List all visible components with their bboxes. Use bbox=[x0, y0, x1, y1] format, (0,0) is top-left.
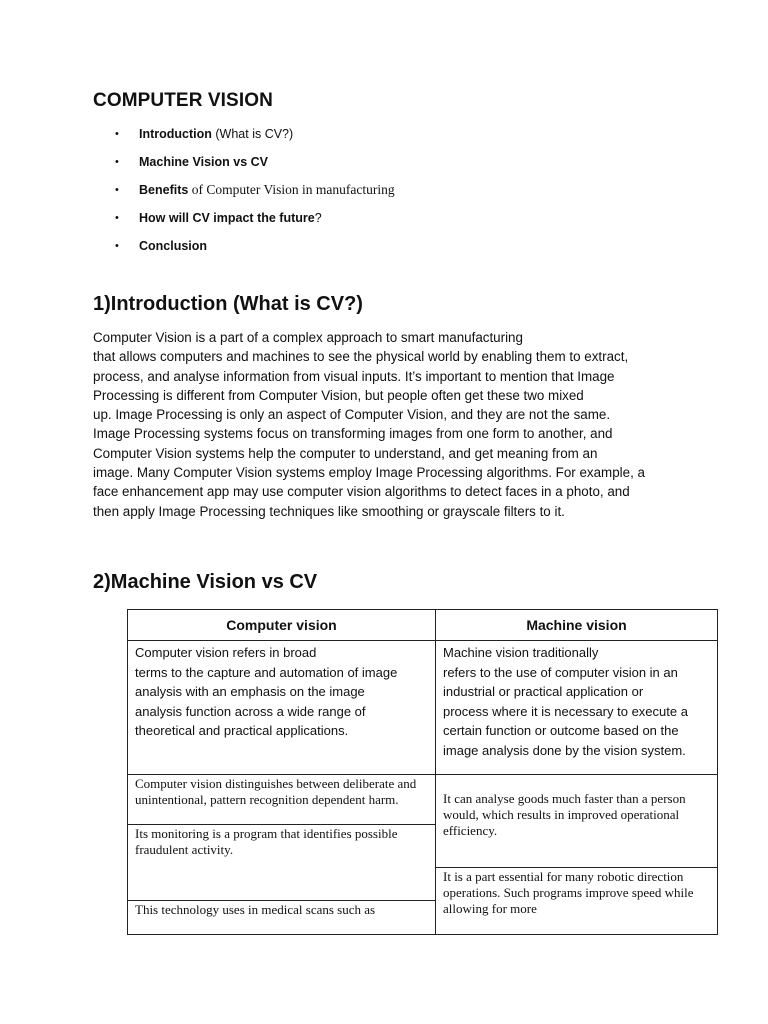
bullet-icon: • bbox=[115, 240, 119, 252]
list-item: It can analyse goods much faster than a person would, which results in improved operational efficiency. bbox=[443, 791, 686, 838]
table-cell bbox=[128, 775, 436, 935]
comparison-table bbox=[127, 609, 718, 935]
toc-item: • Machine Vision vs CV bbox=[115, 152, 395, 180]
table-cell: Computer vision refers in broad terms to the capture and automation of image analysis with an emphasis on the image analysis function across a wide range of theoretical and practical applications. bbox=[128, 641, 436, 775]
toc-item: • Benefits of Computer Vision in manufacturing bbox=[115, 180, 395, 208]
section-heading-machine-vision: 2)Machine Vision vs CV bbox=[93, 571, 318, 593]
list-item: Computer vision distinguishes between deliberate and unintentional, pattern recognition dependent harm. bbox=[135, 776, 417, 807]
table-cell: Machine vision traditionally refers to the use of computer vision in an industrial or practical application or process where it is necessary to execute a certain function or outcome based on the image analysis done by the vision system. bbox=[436, 641, 718, 775]
list-item: This technology uses in medical scans such as bbox=[128, 900, 435, 934]
bullet-icon: • bbox=[115, 156, 119, 168]
column-header-computer-vision: Computer vision bbox=[128, 610, 436, 641]
list-item: It is a part essential for many robotic direction operations. Such programs improve speed while allowing for more bbox=[436, 867, 717, 929]
table-cell bbox=[436, 775, 718, 935]
bullet-icon: • bbox=[115, 212, 119, 224]
table-of-contents bbox=[115, 124, 395, 264]
list-item: Its monitoring is a program that identifies possible fraudulent activity. bbox=[128, 824, 435, 900]
document-title: COMPUTER VISION bbox=[93, 90, 273, 111]
bullet-icon: • bbox=[115, 128, 119, 140]
section-heading-introduction: 1)Introduction (What is CV?) bbox=[93, 293, 363, 315]
bullet-icon: • bbox=[115, 184, 119, 196]
table-row bbox=[128, 641, 718, 775]
toc-item: • Introduction (What is CV?) bbox=[115, 124, 395, 152]
table-header-row bbox=[128, 610, 718, 641]
introduction-paragraph: Computer Vision is a part of a complex approach to smart manufacturing that allows computers and machines to see the physical world by enabling them to extract, process, and analyse information from visual inputs. It’s important to mention that Image Processing is different from Computer Vision, but people often get these two mixed up. Image Processing is only an aspect of Computer Vision, and they are not the same. Image Processing systems focus on transforming images from one form to another, and Computer Vision systems help the computer to understand, and get meaning from an image. Many Computer Vision systems employ Image Processing algorithms. For example, a face enhancement app may use computer vision algorithms to detect faces in a photo, and then apply Image Processing techniques like smoothing or grayscale filters to it. bbox=[93, 330, 645, 519]
toc-item: • Conclusion bbox=[115, 236, 395, 264]
table-row bbox=[128, 775, 718, 935]
column-header-machine-vision: Machine vision bbox=[436, 610, 718, 641]
toc-item: • How will CV impact the future? bbox=[115, 208, 395, 236]
